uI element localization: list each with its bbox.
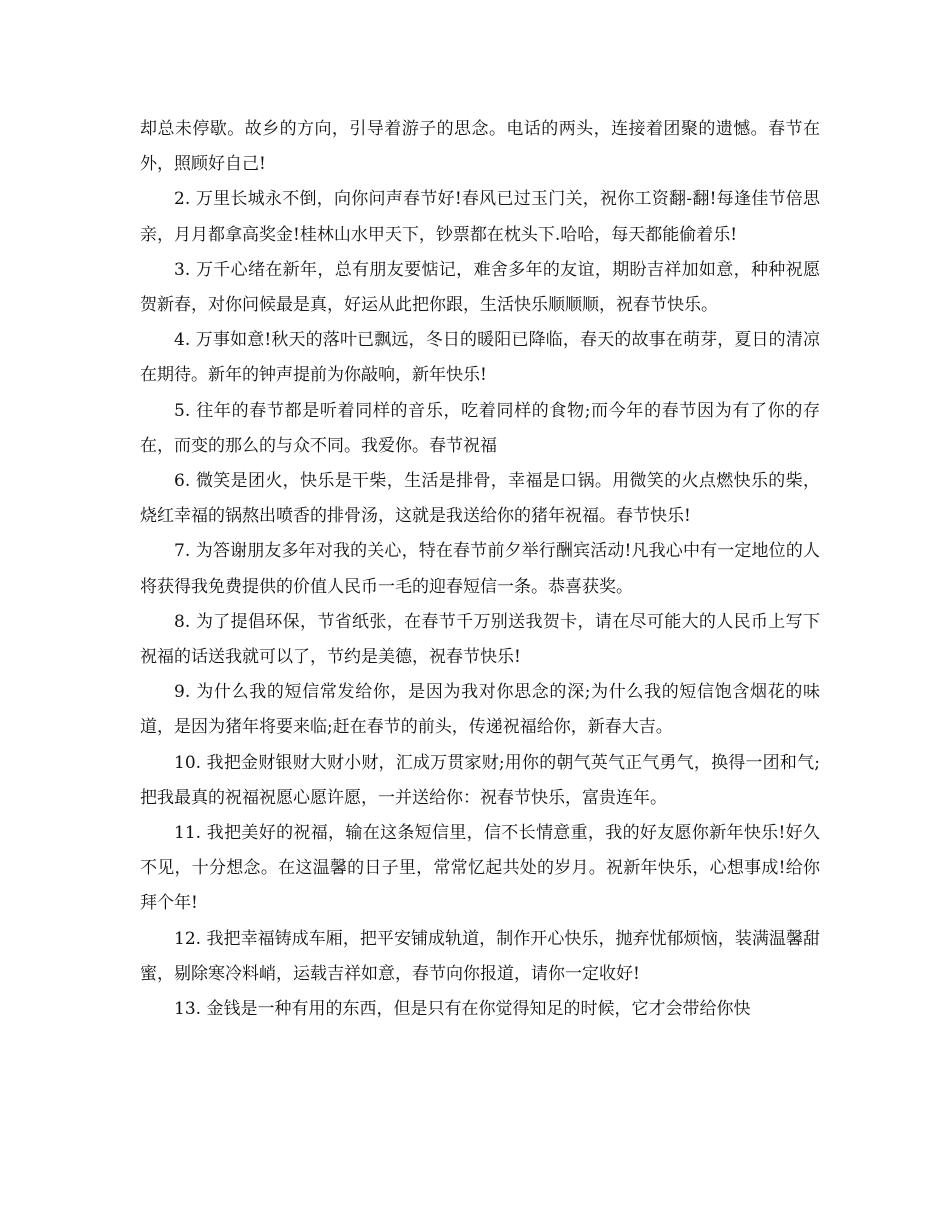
paragraph-item-12: 12. 我把幸福铸成车厢，把平安铺成轨道，制作开心快乐，抛弃忧郁烦恼，装满温馨甜蜜，剔除寒冷料峭，运载吉祥如意，春节向你报道，请你一定收好! <box>140 928 820 984</box>
paragraph-item-6: 6. 微笑是团火，快乐是干柴，生活是排骨，幸福是口锅。用微笑的火点燃快乐的柴，烧红幸福的锅熬出喷香的排骨汤，这就是我送给你的猪年祝福。春节快乐! <box>140 471 820 527</box>
paragraph-item-11: 11. 我把美好的祝福，输在这条短信里，信不长情意重，我的好友愿你新年快乐!好久不见，十分想念。在这温馨的日子里，常常忆起共处的岁月。祝新年快乐，心想事成!给你拜个年! <box>140 823 820 914</box>
paragraph-item-10: 10. 我把金财银财大财小财，汇成万贯家财;用你的朝气英气正气勇气，换得一团和气;把我最真的祝福祝愿心愿许愿，一并送给你：祝春节快乐，富贵连年。 <box>140 752 820 808</box>
paragraph-item-3: 3. 万千心绪在新年，总有朋友要惦记，难舍多年的友谊，期盼吉祥加如意，种种祝愿贺新春，对你问候最是真，好运从此把你跟，生活快乐顺顺顺，祝春节快乐。 <box>140 259 820 316</box>
paragraph-item-5: 5. 往年的春节都是听着同样的音乐，吃着同样的食物;而今年的春节因为有了你的存在，而变的那么的与众不同。我爱你。春节祝福 <box>140 400 820 456</box>
document-body <box>140 112 820 1027</box>
paragraph-item-13: 13. 金钱是一种有用的东西，但是只有在你觉得知足的时候，它才会带给你快 <box>174 999 751 1020</box>
paragraph-item-9: 9. 为什么我的短信常发给你，是因为我对你思念的深;为什么我的短信饱含烟花的味道，是因为猪年将要来临;赶在春节的前头，传递祝福给你，新春大吉。 <box>140 682 820 738</box>
paragraph-item-8: 8. 为了提倡环保，节省纸张，在春节千万别送我贺卡，请在尽可能大的人民币上写下祝福的话送我就可以了，节约是美德，祝春节快乐! <box>140 611 820 668</box>
paragraph-item-7: 7. 为答谢朋友多年对我的关心，特在春节前夕举行酬宾活动!凡我心中有一定地位的人将获得我免费提供的价值人民币一毛的迎春短信一条。恭喜获奖。 <box>140 541 820 597</box>
paragraph-continuation: 却总未停歇。故乡的方向，引导着游子的思念。电话的两头，连接着团聚的遗憾。春节在外，照顾好自己! <box>140 119 820 175</box>
paragraph-item-4: 4. 万事如意!秋天的落叶已飘远，冬日的暖阳已降临，春天的故事在萌芽，夏日的清凉在期待。新年的钟声提前为你敲响，新年快乐! <box>140 330 820 386</box>
paragraph-item-2: 2. 万里长城永不倒，向你问声春节好!春风已过玉门关，祝你工资翻-翻!每逢佳节倍思亲，月月都拿高奖金!桂林山水甲天下，钞票都在枕头下.哈哈，每天都能偷着乐! <box>140 189 820 245</box>
